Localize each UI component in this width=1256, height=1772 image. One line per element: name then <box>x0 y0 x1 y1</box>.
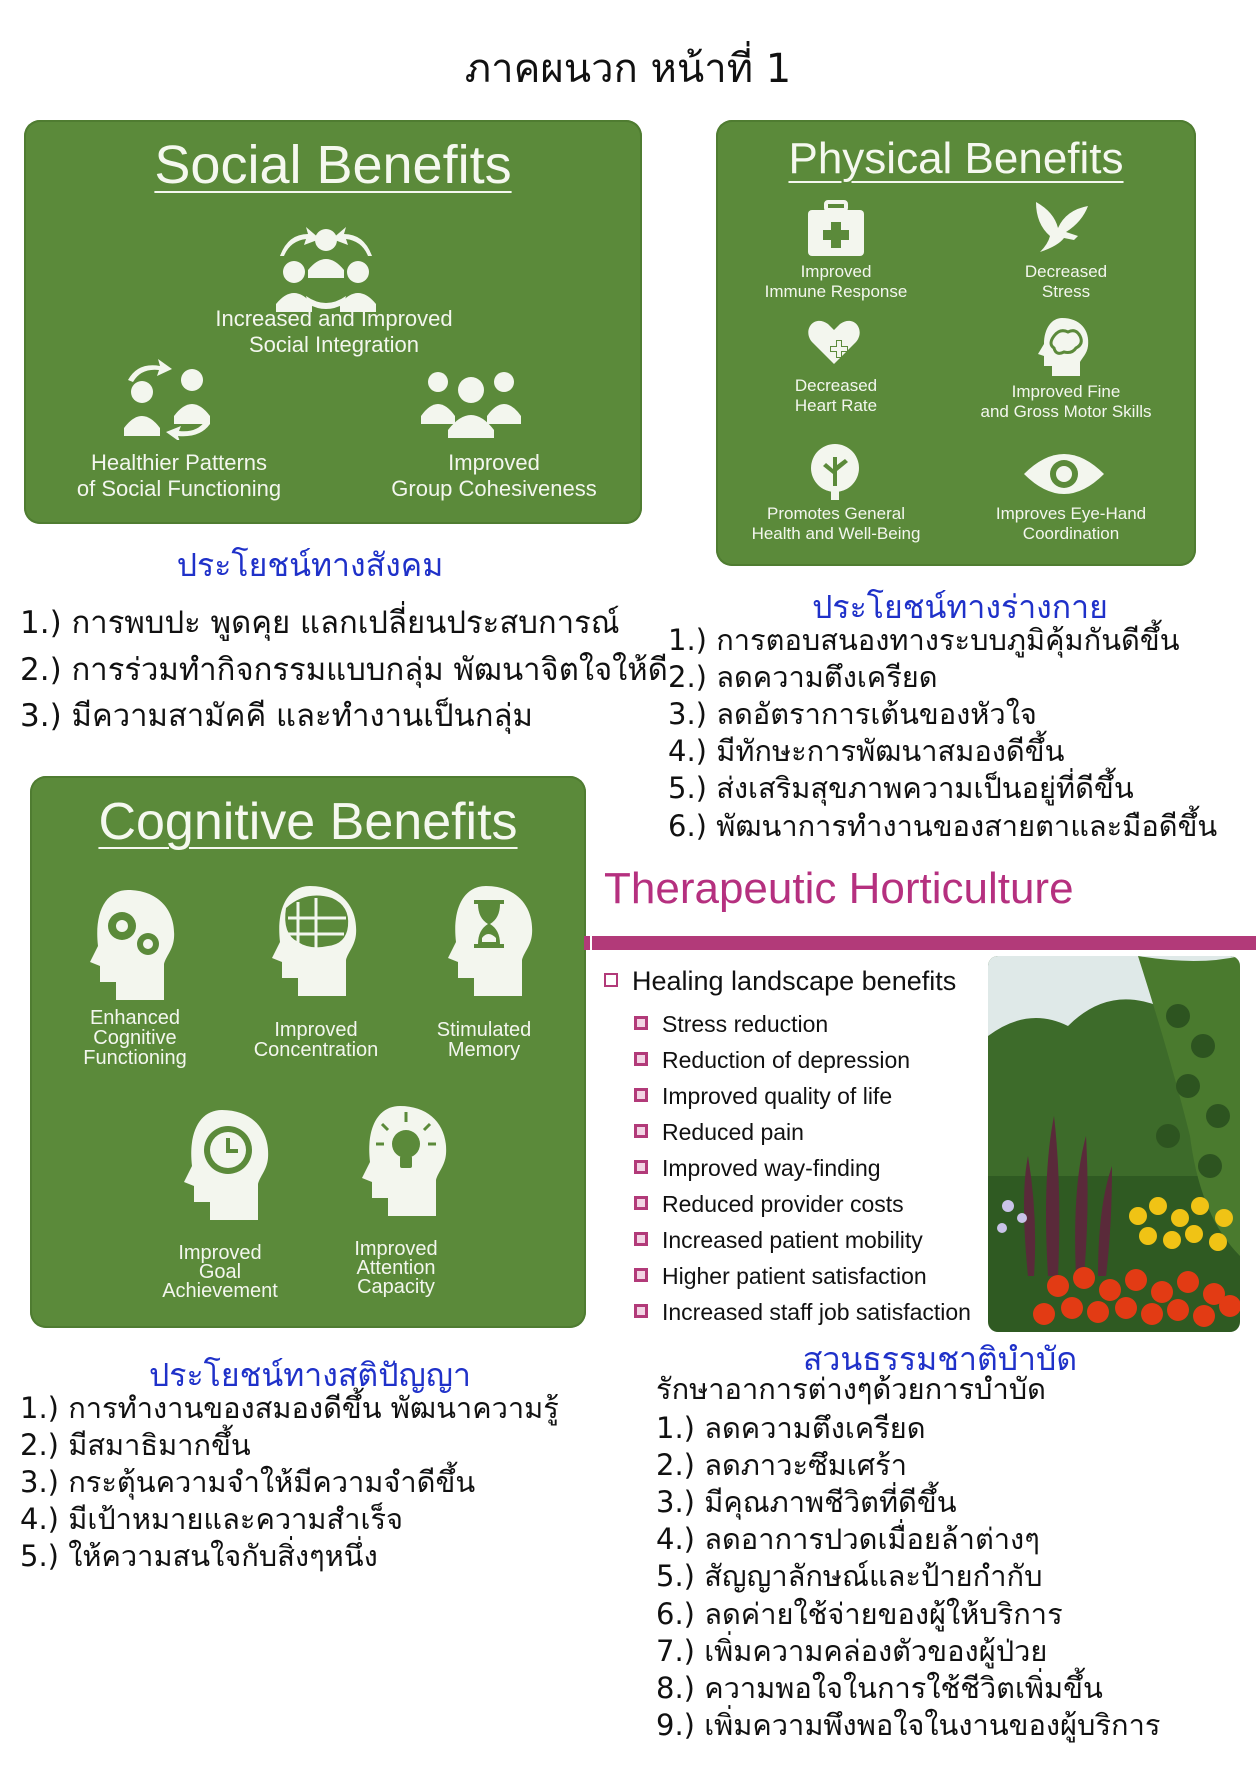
list-item: 1.) ลดความตึงเครียด <box>656 1411 926 1445</box>
list-item: 6.) ลดค่ายใช้จ่ายของผู้ให้บริการ <box>656 1596 1063 1631</box>
list-item: 4.) มีทักษะการพัฒนาสมองดีขึ้น <box>668 734 1065 769</box>
list-item: 3.) กระตุ้นความจำให้มีความจำดีขึ้น <box>20 1465 476 1500</box>
physical-benefits-card <box>716 120 1196 566</box>
bullet-square-icon <box>634 1268 648 1282</box>
list-item: 2.) ลดภาวะซึมเศร้า <box>656 1448 908 1483</box>
list-item: Increased staff job satisfaction <box>634 1294 971 1330</box>
puzzle-brain-icon <box>258 882 362 998</box>
list-item: Stress reduction <box>634 1006 971 1042</box>
list-item: 4.) ลดอาการปวดเมื่อยล้าต่างๆ <box>656 1522 1040 1557</box>
cognitive-card-title: Cognitive Benefits <box>98 793 518 851</box>
social-thai-heading: ประโยชน์ทางสังคม <box>176 546 444 584</box>
social-item-label-2: Healthier Patterns of Social Functioning <box>76 450 282 501</box>
physical-item-label-6: Improves Eye-Hand Coordination <box>995 504 1147 544</box>
physical-thai-heading: ประโยชน์ทางร่างกาย <box>812 588 1108 626</box>
cognitive-item-label-4: Improved Goal Achievement <box>162 1242 278 1302</box>
garden-photo <box>988 956 1240 1332</box>
list-item: 1.) การตอบสนองทางระบบภูมิคุ้มกันดีขึ้น <box>668 623 1180 657</box>
list-item: 2.) มีสมาธิมากขึ้น <box>20 1428 251 1463</box>
bullet-square-icon <box>634 1052 648 1066</box>
list-item: Improved way-finding <box>634 1150 971 1186</box>
list-item: Improved quality of life <box>634 1078 971 1114</box>
physical-item-label-1: Improved Immune Response <box>764 262 908 302</box>
bullet-square-icon <box>634 1232 648 1246</box>
gears-head-icon <box>76 886 180 1002</box>
social-item-label-1: Increased and Improved Social Integration <box>215 306 453 357</box>
tree-icon <box>806 442 864 502</box>
list-item: Higher patient satisfaction <box>634 1258 971 1294</box>
list-item: 3.) ลดอัตราการเต้นของหัวใจ <box>668 697 1037 732</box>
clock-head-icon <box>170 1106 274 1222</box>
list-item: 7.) เพิ่มความคล่องตัวของผู้ป่วย <box>656 1633 1048 1668</box>
cognitive-thai-list <box>20 1390 559 1576</box>
list-item: 2.) การร่วมทำกิจกรรมแบบกลุ่ม พัฒนาจิตใจให้ดี <box>20 651 668 688</box>
heart-plus-icon <box>806 316 862 366</box>
list-item: 1.) การพบปะ พูดคุย แลกเปลี่ยนประสบการณ์ <box>20 605 620 641</box>
physical-item-label-3: Decreased Heart Rate <box>794 376 878 416</box>
list-item: 3.) มีความสามัคคี และทำงานเป็นกลุ่ม <box>20 698 533 734</box>
social-card-title: Social Benefits <box>154 135 512 195</box>
list-item: 8.) ความพอใจในการใช้ชีวิตเพิ่มขึ้น <box>656 1670 1103 1705</box>
bullet-square-icon <box>634 1124 648 1138</box>
list-item: 2.) ลดความตึงเครียด <box>668 660 938 695</box>
social-thai-list <box>20 600 668 740</box>
physical-thai-list <box>668 622 1217 845</box>
bullet-square-icon <box>634 1160 648 1174</box>
list-item: 5.) ให้ความสนใจกับสิ่งๆหนึ่ง <box>20 1539 378 1574</box>
dove-icon <box>1030 198 1098 256</box>
therapeutic-title-bar <box>592 936 1256 950</box>
list-item: 1.) การทำงานของสมองดีขึ้น พัฒนาความรู้ <box>20 1391 559 1425</box>
cognitive-benefits-card <box>30 776 586 1328</box>
therapeutic-main-bullet: Healing landscape benefits <box>604 966 956 997</box>
bullet-square-icon <box>634 1016 648 1030</box>
list-item: Increased patient mobility <box>634 1222 971 1258</box>
physical-item-label-5: Promotes General Health and Well-Being <box>751 504 921 544</box>
group-cycle-icon <box>256 220 396 320</box>
page-title: ภาคผนวก หน้าที่ 1 <box>464 46 792 92</box>
people-exchange-icon <box>114 358 224 440</box>
list-item: 3.) มีคุณภาพชีวิตที่ดีขึ้น <box>656 1485 957 1520</box>
social-benefits-card <box>24 120 642 524</box>
bullet-square-icon <box>634 1304 648 1318</box>
list-item: 9.) เพิ่มความพึงพอใจในงานของผู้บริการ <box>656 1707 1161 1742</box>
list-item: Reduction of depression <box>634 1042 971 1078</box>
therapeutic-title: Therapeutic Horticulture <box>604 864 1074 913</box>
physical-card-title: Physical Benefits <box>788 134 1124 183</box>
list-item: 5.) สัญญาลักษณ์และป้ายกำกับ <box>656 1559 1043 1594</box>
bullet-square-icon <box>604 973 618 987</box>
cognitive-item-label-3: Stimulated Memory <box>436 1019 532 1061</box>
therapeutic-bar-dot <box>584 936 590 950</box>
bullet-square-icon <box>634 1196 648 1210</box>
list-item: Reduced pain <box>634 1114 971 1150</box>
bullet-square-icon <box>634 1088 648 1102</box>
cognitive-item-label-1: Enhanced Cognitive Functioning <box>83 1007 187 1069</box>
therapeutic-thai-subheading: รักษาอาการต่างๆด้วยการบำบัด <box>656 1372 1046 1406</box>
physical-item-label-4: Improved Fine and Gross Motor Skills <box>980 382 1152 422</box>
lightbulb-head-icon <box>348 1102 452 1218</box>
list-item: 6.) พัฒนาการทำงานของสายตาและมือดีขึ้น <box>668 808 1218 843</box>
cognitive-item-label-5: Improved Attention Capacity <box>354 1238 438 1298</box>
social-item-label-3: Improved Group Cohesiveness <box>391 450 597 501</box>
hourglass-head-icon <box>434 882 538 998</box>
brain-head-icon <box>1034 316 1092 378</box>
therapeutic-thai-list <box>656 1410 1160 1744</box>
group-icon <box>416 360 526 438</box>
list-item: Reduced provider costs <box>634 1186 971 1222</box>
therapeutic-sub-bullets <box>634 1006 971 1330</box>
list-item: 4.) มีเป้าหมายและความสำเร็จ <box>20 1502 404 1537</box>
first-aid-kit-icon <box>806 200 866 258</box>
cognitive-item-label-2: Improved Concentration <box>253 1019 379 1061</box>
physical-item-label-2: Decreased Stress <box>1024 262 1108 302</box>
cognitive-thai-heading: ประโยชน์ทางสติปัญญา <box>148 1356 472 1394</box>
list-item: 5.) ส่งเสริมสุขภาพความเป็นอยู่ที่ดีขึ้น <box>668 771 1134 806</box>
therapeutic-thai-heading: สวนธรรมชาติบำบัด <box>802 1340 1078 1378</box>
eye-icon <box>1022 450 1106 498</box>
